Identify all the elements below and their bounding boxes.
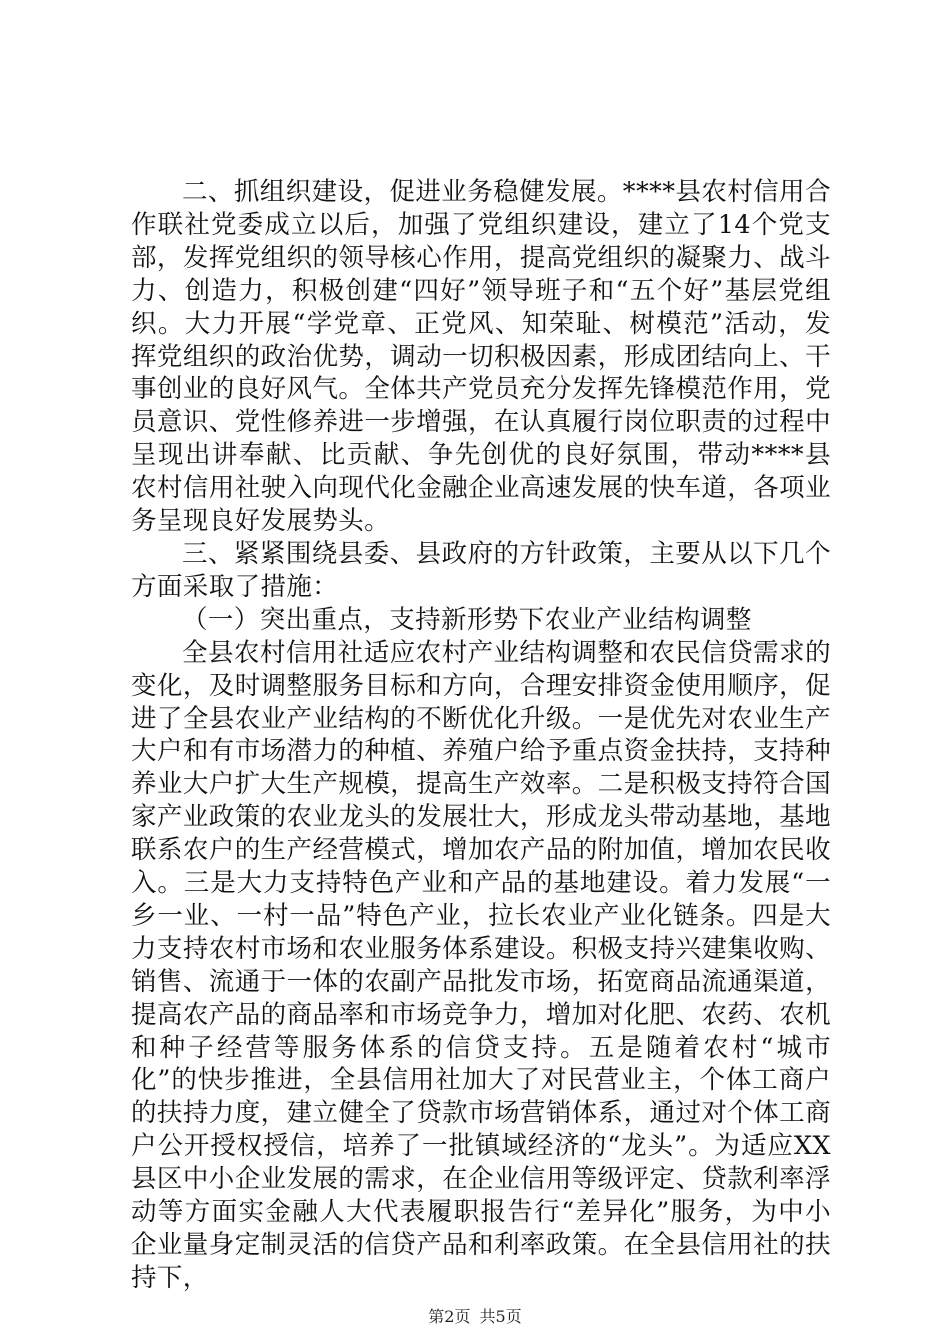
- page-footer: [0, 1304, 950, 1327]
- page-number: 第2页: [428, 1307, 471, 1326]
- paragraph-organization-building: 二、抓组织建设，促进业务稳健发展。****县农村信用合作联社党委成立以后，加强了党组织建设，建立了14个党支部，发挥党组织的领导核心作用，提高党组织的凝聚力、战斗力、创造力，积极创建“四好”领导班子和“五个好”基层党组织。大力开展“学党章、正党风、知荣耻、树模范”活动，发挥党组织的政治优势，调动一切积极因素，形成团结向上、干事创业的良好风气。全体共产党员充分发挥先锋模范作用，党员意识、党性修养进一步增强，在认真履行岗位职责的过程中呈现出讲奉献、比贡献、争先创优的良好氛围，带动****县农村信用社驶入向现代化金融企业高速发展的快车道，各项业务呈现良好发展势头。: [131, 177, 831, 537]
- paragraph-measures-intro: 三、紧紧围绕县委、县政府的方针政策，主要从以下几个方面采取了措施：: [131, 538, 831, 602]
- paragraph-industry-support: 全县农村信用社适应农村产业结构调整和农民信贷需求的变化，及时调整服务目标和方向，合理安排资金使用顺序，促进了全县农业产业结构的不断优化升级。一是优先对农业生产大户和有市场潜力的种植、养殖户给予重点资金扶持，支持种养业大户扩大生产规模，提高生产效率。二是积极支持符合国家产业政策的农业龙头的发展壮大，形成龙头带动基地，基地联系农户的生产经营模式，增加农产品的附加值，增加农民收入。三是大力支持特色产业和产品的基地建设。着力发展“一乡一业、一村一品”特色产业，拉长农业产业化链条。四是大力支持农村市场和农业服务体系建设。积极支持兴建集收购、销售、流通于一体的农副产品批发市场，拓宽商品流通渠道，提高农产品的商品率和市场竞争力，增加对化肥、农药、农机和种子经营等服务体系的信贷支持。五是随着农村“城市化”的快步推进，全县信用社加大了对民营业主，个体工商户的扶持力度，建立健全了贷款市场营销体系，通过对个体工商户公开授权授信，培养了一批镇域经济的“龙头”。为适应XX县区中小企业发展的需求，在企业信用等级评定、贷款利率浮动等方面实金融人大代表履职报告行“差异化”服务，为中小企业量身定制灵活的信贷产品和利率政策。在全县信用社的扶持下，: [131, 637, 831, 1293]
- document-body: [131, 176, 831, 1295]
- section-heading-industry-structure: （一）突出重点，支持新形势下农业产业结构调整: [182, 604, 752, 635]
- page-total: 共5页: [479, 1307, 522, 1326]
